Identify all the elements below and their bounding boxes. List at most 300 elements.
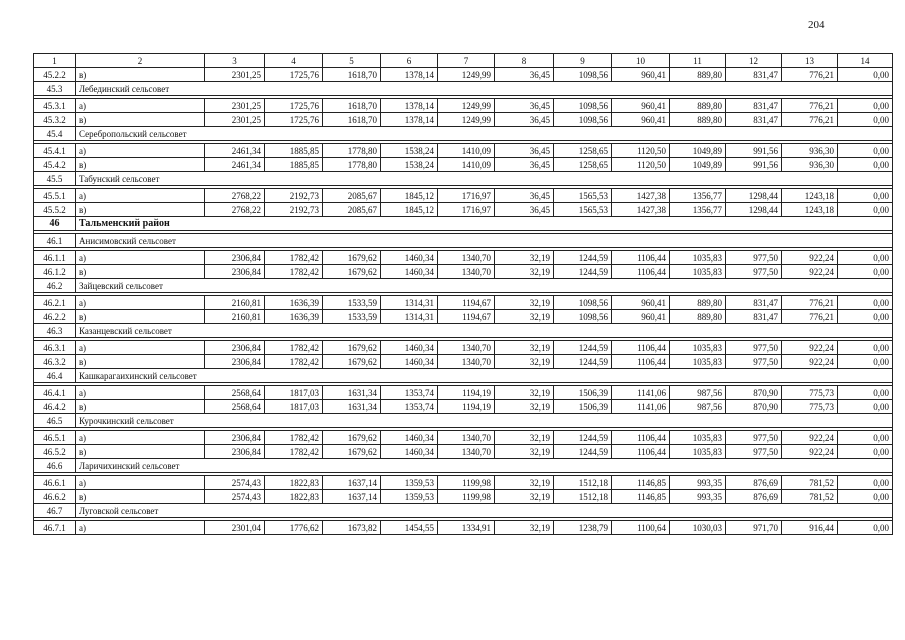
value-cell: 1512,18 xyxy=(554,490,612,504)
value-cell: 960,41 xyxy=(612,296,670,310)
row-id-cell: 46.6 xyxy=(34,459,76,473)
value-cell: 960,41 xyxy=(612,310,670,324)
row-id-cell: 46.4.2 xyxy=(34,400,76,414)
header-cell: 12 xyxy=(726,54,782,68)
value-cell: 1340,70 xyxy=(438,341,495,355)
section-row xyxy=(34,504,893,518)
section-row xyxy=(34,414,893,428)
table-row xyxy=(34,251,893,265)
value-cell: 0,00 xyxy=(838,445,893,459)
value-cell: 2192,73 xyxy=(265,203,323,217)
value-cell: 1533,59 xyxy=(323,296,381,310)
row-label-cell: в) xyxy=(76,68,205,82)
value-cell: 1106,44 xyxy=(612,341,670,355)
value-cell: 1035,83 xyxy=(670,341,726,355)
row-label-cell: а) xyxy=(76,431,205,445)
value-cell: 1679,62 xyxy=(323,431,381,445)
section-row xyxy=(34,172,893,186)
value-cell: 2306,84 xyxy=(205,251,265,265)
row-label-cell: а) xyxy=(76,341,205,355)
value-cell: 991,56 xyxy=(726,158,782,172)
value-cell: 977,50 xyxy=(726,251,782,265)
value-cell: 2306,84 xyxy=(205,265,265,279)
value-cell: 977,50 xyxy=(726,445,782,459)
row-id-cell: 46.2.1 xyxy=(34,296,76,310)
value-cell: 1885,85 xyxy=(265,158,323,172)
section-name-cell: Курочкинский сельсовет xyxy=(76,414,893,428)
value-cell: 1618,70 xyxy=(323,99,381,113)
row-label-cell: в) xyxy=(76,310,205,324)
row-id-cell: 46.1 xyxy=(34,234,76,248)
value-cell: 1822,83 xyxy=(265,490,323,504)
value-cell: 2306,84 xyxy=(205,445,265,459)
value-cell: 775,73 xyxy=(782,386,838,400)
value-cell: 1035,83 xyxy=(670,265,726,279)
value-cell: 781,52 xyxy=(782,490,838,504)
value-cell: 1637,14 xyxy=(323,476,381,490)
value-cell: 1035,83 xyxy=(670,445,726,459)
value-cell: 1314,31 xyxy=(381,310,438,324)
value-cell: 0,00 xyxy=(838,521,893,535)
value-cell: 1035,83 xyxy=(670,355,726,369)
row-id-cell: 46.1.2 xyxy=(34,265,76,279)
table-row xyxy=(34,490,893,504)
value-cell: 2301,04 xyxy=(205,521,265,535)
value-cell: 2461,34 xyxy=(205,158,265,172)
value-cell: 922,24 xyxy=(782,265,838,279)
value-cell: 1359,53 xyxy=(381,476,438,490)
value-cell: 2306,84 xyxy=(205,431,265,445)
row-id-cell: 46.5.2 xyxy=(34,445,76,459)
value-cell: 776,21 xyxy=(782,310,838,324)
value-cell: 916,44 xyxy=(782,521,838,535)
header-cell: 13 xyxy=(782,54,838,68)
section-row xyxy=(34,279,893,293)
header-cell: 14 xyxy=(838,54,893,68)
value-cell: 1460,34 xyxy=(381,355,438,369)
value-cell: 1120,50 xyxy=(612,144,670,158)
row-id-cell: 46.2 xyxy=(34,279,76,293)
row-label-cell: а) xyxy=(76,99,205,113)
row-id-cell: 46.1.1 xyxy=(34,251,76,265)
section-row xyxy=(34,324,893,338)
value-cell: 1618,70 xyxy=(323,113,381,127)
section-row xyxy=(34,369,893,383)
value-cell: 1106,44 xyxy=(612,445,670,459)
value-cell: 1782,42 xyxy=(265,431,323,445)
value-cell: 1565,53 xyxy=(554,203,612,217)
value-cell: 1885,85 xyxy=(265,144,323,158)
value-cell: 1637,14 xyxy=(323,490,381,504)
row-id-cell: 46.6.1 xyxy=(34,476,76,490)
value-cell: 32,19 xyxy=(495,445,554,459)
value-cell: 1030,03 xyxy=(670,521,726,535)
value-cell: 1340,70 xyxy=(438,265,495,279)
row-id-cell: 45.4.1 xyxy=(34,144,76,158)
value-cell: 1506,39 xyxy=(554,386,612,400)
value-cell: 1356,77 xyxy=(670,189,726,203)
value-cell: 2306,84 xyxy=(205,355,265,369)
value-cell: 1194,67 xyxy=(438,310,495,324)
table-row xyxy=(34,386,893,400)
value-cell: 36,45 xyxy=(495,158,554,172)
value-cell: 960,41 xyxy=(612,68,670,82)
value-cell: 1049,89 xyxy=(670,158,726,172)
row-id-cell: 45.3.2 xyxy=(34,113,76,127)
value-cell: 971,70 xyxy=(726,521,782,535)
value-cell: 1512,18 xyxy=(554,476,612,490)
value-cell: 36,45 xyxy=(495,68,554,82)
value-cell: 1353,74 xyxy=(381,386,438,400)
value-cell: 1725,76 xyxy=(265,99,323,113)
value-cell: 1334,91 xyxy=(438,521,495,535)
table-row xyxy=(34,265,893,279)
value-cell: 991,56 xyxy=(726,144,782,158)
value-cell: 1538,24 xyxy=(381,158,438,172)
value-cell: 889,80 xyxy=(670,68,726,82)
section-name-cell: Луговской сельсовет xyxy=(76,504,893,518)
value-cell: 1817,03 xyxy=(265,386,323,400)
value-cell: 1716,97 xyxy=(438,203,495,217)
value-cell: 1243,18 xyxy=(782,189,838,203)
value-cell: 0,00 xyxy=(838,355,893,369)
row-label-cell: в) xyxy=(76,265,205,279)
row-label-cell: в) xyxy=(76,158,205,172)
value-cell: 977,50 xyxy=(726,431,782,445)
value-cell: 1340,70 xyxy=(438,445,495,459)
value-cell: 1822,83 xyxy=(265,476,323,490)
value-cell: 1340,70 xyxy=(438,355,495,369)
table-row xyxy=(34,203,893,217)
row-id-cell: 46.7 xyxy=(34,504,76,518)
row-label-cell: в) xyxy=(76,203,205,217)
value-cell: 1146,85 xyxy=(612,476,670,490)
value-cell: 776,21 xyxy=(782,113,838,127)
value-cell: 1845,12 xyxy=(381,203,438,217)
value-cell: 1098,56 xyxy=(554,99,612,113)
header-cell: 10 xyxy=(612,54,670,68)
value-cell: 1120,50 xyxy=(612,158,670,172)
value-cell: 1538,24 xyxy=(381,144,438,158)
value-cell: 1679,62 xyxy=(323,265,381,279)
row-label-cell: а) xyxy=(76,296,205,310)
value-cell: 876,69 xyxy=(726,490,782,504)
value-cell: 32,19 xyxy=(495,490,554,504)
district-row xyxy=(34,217,893,231)
value-cell: 1049,89 xyxy=(670,144,726,158)
value-cell: 1258,65 xyxy=(554,144,612,158)
row-id-cell: 45.4 xyxy=(34,127,76,141)
value-cell: 1378,14 xyxy=(381,99,438,113)
row-label-cell: в) xyxy=(76,400,205,414)
row-label-cell: а) xyxy=(76,521,205,535)
value-cell: 36,45 xyxy=(495,203,554,217)
value-cell: 1716,97 xyxy=(438,189,495,203)
value-cell: 1194,19 xyxy=(438,386,495,400)
table-row xyxy=(34,355,893,369)
table-row xyxy=(34,113,893,127)
value-cell: 1618,70 xyxy=(323,68,381,82)
value-cell: 1244,59 xyxy=(554,445,612,459)
header-cell: 6 xyxy=(381,54,438,68)
table-row xyxy=(34,99,893,113)
value-cell: 1636,39 xyxy=(265,310,323,324)
value-cell: 1454,55 xyxy=(381,521,438,535)
page-number: 204 xyxy=(808,19,825,31)
value-cell: 2301,25 xyxy=(205,113,265,127)
header-cell: 7 xyxy=(438,54,495,68)
value-cell: 1314,31 xyxy=(381,296,438,310)
value-cell: 775,73 xyxy=(782,400,838,414)
value-cell: 936,30 xyxy=(782,144,838,158)
value-cell: 1098,56 xyxy=(554,296,612,310)
value-cell: 0,00 xyxy=(838,431,893,445)
value-cell: 2574,43 xyxy=(205,476,265,490)
value-cell: 2085,67 xyxy=(323,203,381,217)
value-cell: 1035,83 xyxy=(670,251,726,265)
value-cell: 889,80 xyxy=(670,310,726,324)
row-label-cell: в) xyxy=(76,445,205,459)
section-name-cell: Серебропольский сельсовет xyxy=(76,127,893,141)
table-row xyxy=(34,445,893,459)
value-cell: 1427,38 xyxy=(612,189,670,203)
value-cell: 993,35 xyxy=(670,490,726,504)
value-cell: 776,21 xyxy=(782,296,838,310)
value-cell: 1340,70 xyxy=(438,251,495,265)
value-cell: 1679,62 xyxy=(323,341,381,355)
value-cell: 0,00 xyxy=(838,310,893,324)
table-row xyxy=(34,144,893,158)
value-cell: 1410,09 xyxy=(438,158,495,172)
value-cell: 977,50 xyxy=(726,341,782,355)
value-cell: 1782,42 xyxy=(265,445,323,459)
value-cell: 987,56 xyxy=(670,386,726,400)
value-cell: 1353,74 xyxy=(381,400,438,414)
value-cell: 1378,14 xyxy=(381,68,438,82)
table-row xyxy=(34,296,893,310)
value-cell: 1035,83 xyxy=(670,431,726,445)
value-cell: 0,00 xyxy=(838,144,893,158)
value-cell: 2768,22 xyxy=(205,203,265,217)
value-cell: 1244,59 xyxy=(554,355,612,369)
value-cell: 1679,62 xyxy=(323,251,381,265)
row-id-cell: 45.5.1 xyxy=(34,189,76,203)
table-row xyxy=(34,400,893,414)
section-name-cell: Ларичихинский сельсовет xyxy=(76,459,893,473)
value-cell: 960,41 xyxy=(612,113,670,127)
table-row xyxy=(34,521,893,535)
value-cell: 1106,44 xyxy=(612,251,670,265)
value-cell: 1244,59 xyxy=(554,431,612,445)
value-cell: 1249,99 xyxy=(438,68,495,82)
value-cell: 1460,34 xyxy=(381,341,438,355)
value-cell: 1249,99 xyxy=(438,113,495,127)
value-cell: 1298,44 xyxy=(726,189,782,203)
value-cell: 36,45 xyxy=(495,144,554,158)
section-row xyxy=(34,127,893,141)
value-cell: 1776,62 xyxy=(265,521,323,535)
value-cell: 32,19 xyxy=(495,431,554,445)
value-cell: 2574,43 xyxy=(205,490,265,504)
value-cell: 1098,56 xyxy=(554,68,612,82)
row-id-cell: 46.2.2 xyxy=(34,310,76,324)
row-id-cell: 45.5 xyxy=(34,172,76,186)
row-id-cell: 46.5 xyxy=(34,414,76,428)
value-cell: 889,80 xyxy=(670,99,726,113)
value-cell: 1249,99 xyxy=(438,99,495,113)
row-id-cell: 46.5.1 xyxy=(34,431,76,445)
value-cell: 2306,84 xyxy=(205,341,265,355)
value-cell: 1782,42 xyxy=(265,341,323,355)
value-cell: 2768,22 xyxy=(205,189,265,203)
value-cell: 32,19 xyxy=(495,251,554,265)
value-cell: 831,47 xyxy=(726,113,782,127)
value-cell: 2192,73 xyxy=(265,189,323,203)
value-cell: 936,30 xyxy=(782,158,838,172)
value-cell: 870,90 xyxy=(726,386,782,400)
value-cell: 1258,65 xyxy=(554,158,612,172)
value-cell: 0,00 xyxy=(838,203,893,217)
value-cell: 1340,70 xyxy=(438,431,495,445)
value-cell: 32,19 xyxy=(495,265,554,279)
value-cell: 1146,85 xyxy=(612,490,670,504)
value-cell: 1141,06 xyxy=(612,400,670,414)
value-cell: 0,00 xyxy=(838,386,893,400)
value-cell: 1817,03 xyxy=(265,400,323,414)
value-cell: 1243,18 xyxy=(782,203,838,217)
value-cell: 1356,77 xyxy=(670,203,726,217)
value-cell: 36,45 xyxy=(495,99,554,113)
value-cell: 993,35 xyxy=(670,476,726,490)
table-row xyxy=(34,476,893,490)
value-cell: 0,00 xyxy=(838,265,893,279)
table-row xyxy=(34,310,893,324)
value-cell: 1782,42 xyxy=(265,251,323,265)
value-cell: 32,19 xyxy=(495,341,554,355)
value-cell: 831,47 xyxy=(726,68,782,82)
value-cell: 1533,59 xyxy=(323,310,381,324)
header-cell: 8 xyxy=(495,54,554,68)
section-row xyxy=(34,459,893,473)
header-cell: 3 xyxy=(205,54,265,68)
row-id-cell: 46.6.2 xyxy=(34,490,76,504)
value-cell: 1460,34 xyxy=(381,431,438,445)
value-cell: 0,00 xyxy=(838,296,893,310)
section-name-cell: Кашкарагаихинский сельсовет xyxy=(76,369,893,383)
table-row xyxy=(34,158,893,172)
table-row xyxy=(34,341,893,355)
value-cell: 876,69 xyxy=(726,476,782,490)
header-cell: 9 xyxy=(554,54,612,68)
value-cell: 987,56 xyxy=(670,400,726,414)
table-body xyxy=(34,68,893,535)
row-id-cell: 46.3.2 xyxy=(34,355,76,369)
row-id-cell: 46.3 xyxy=(34,324,76,338)
value-cell: 1460,34 xyxy=(381,445,438,459)
section-name-cell: Казанцевский сельсовет xyxy=(76,324,893,338)
district-name-cell: Тальменский район xyxy=(76,217,893,231)
value-cell: 0,00 xyxy=(838,476,893,490)
value-cell: 1100,64 xyxy=(612,521,670,535)
value-cell: 1106,44 xyxy=(612,355,670,369)
value-cell: 831,47 xyxy=(726,310,782,324)
value-cell: 1782,42 xyxy=(265,355,323,369)
value-cell: 32,19 xyxy=(495,355,554,369)
value-cell: 32,19 xyxy=(495,476,554,490)
value-cell: 870,90 xyxy=(726,400,782,414)
section-name-cell: Зайцевский сельсовет xyxy=(76,279,893,293)
value-cell: 1845,12 xyxy=(381,189,438,203)
value-cell: 2085,67 xyxy=(323,189,381,203)
value-cell: 1359,53 xyxy=(381,490,438,504)
value-cell: 1194,19 xyxy=(438,400,495,414)
value-cell: 36,45 xyxy=(495,189,554,203)
value-cell: 1199,98 xyxy=(438,490,495,504)
value-cell: 0,00 xyxy=(838,158,893,172)
header-cell: 11 xyxy=(670,54,726,68)
row-id-cell: 46.3.1 xyxy=(34,341,76,355)
row-id-cell: 46.4 xyxy=(34,369,76,383)
section-name-cell: Лебединский сельсовет xyxy=(76,82,893,96)
value-cell: 960,41 xyxy=(612,99,670,113)
row-id-cell: 46.7.1 xyxy=(34,521,76,535)
value-cell: 1679,62 xyxy=(323,445,381,459)
value-cell: 1631,34 xyxy=(323,400,381,414)
row-label-cell: в) xyxy=(76,113,205,127)
value-cell: 776,21 xyxy=(782,99,838,113)
value-cell: 0,00 xyxy=(838,251,893,265)
value-cell: 831,47 xyxy=(726,99,782,113)
value-cell: 1244,59 xyxy=(554,341,612,355)
section-row xyxy=(34,234,893,248)
value-cell: 1141,06 xyxy=(612,386,670,400)
value-cell: 1673,82 xyxy=(323,521,381,535)
value-cell: 1410,09 xyxy=(438,144,495,158)
value-cell: 2301,25 xyxy=(205,99,265,113)
value-cell: 922,24 xyxy=(782,431,838,445)
row-id-cell: 46.4.1 xyxy=(34,386,76,400)
value-cell: 1778,80 xyxy=(323,158,381,172)
value-cell: 922,24 xyxy=(782,445,838,459)
row-label-cell: а) xyxy=(76,144,205,158)
row-id-cell: 45.4.2 xyxy=(34,158,76,172)
value-cell: 1194,67 xyxy=(438,296,495,310)
value-cell: 2568,64 xyxy=(205,386,265,400)
value-cell: 1244,59 xyxy=(554,265,612,279)
value-cell: 889,80 xyxy=(670,296,726,310)
value-cell: 922,24 xyxy=(782,341,838,355)
row-label-cell: в) xyxy=(76,490,205,504)
row-id-cell: 45.3.1 xyxy=(34,99,76,113)
value-cell: 1725,76 xyxy=(265,68,323,82)
value-cell: 2301,25 xyxy=(205,68,265,82)
table-row xyxy=(34,431,893,445)
row-label-cell: а) xyxy=(76,251,205,265)
value-cell: 1631,34 xyxy=(323,386,381,400)
row-id-cell: 45.3 xyxy=(34,82,76,96)
section-name-cell: Анисимовский сельсовет xyxy=(76,234,893,248)
value-cell: 32,19 xyxy=(495,521,554,535)
section-name-cell: Табунский сельсовет xyxy=(76,172,893,186)
value-cell: 1460,34 xyxy=(381,265,438,279)
value-cell: 32,19 xyxy=(495,296,554,310)
table-row xyxy=(34,68,893,82)
value-cell: 0,00 xyxy=(838,113,893,127)
value-cell: 776,21 xyxy=(782,68,838,82)
value-cell: 0,00 xyxy=(838,99,893,113)
value-cell: 1238,79 xyxy=(554,521,612,535)
row-label-cell: а) xyxy=(76,386,205,400)
